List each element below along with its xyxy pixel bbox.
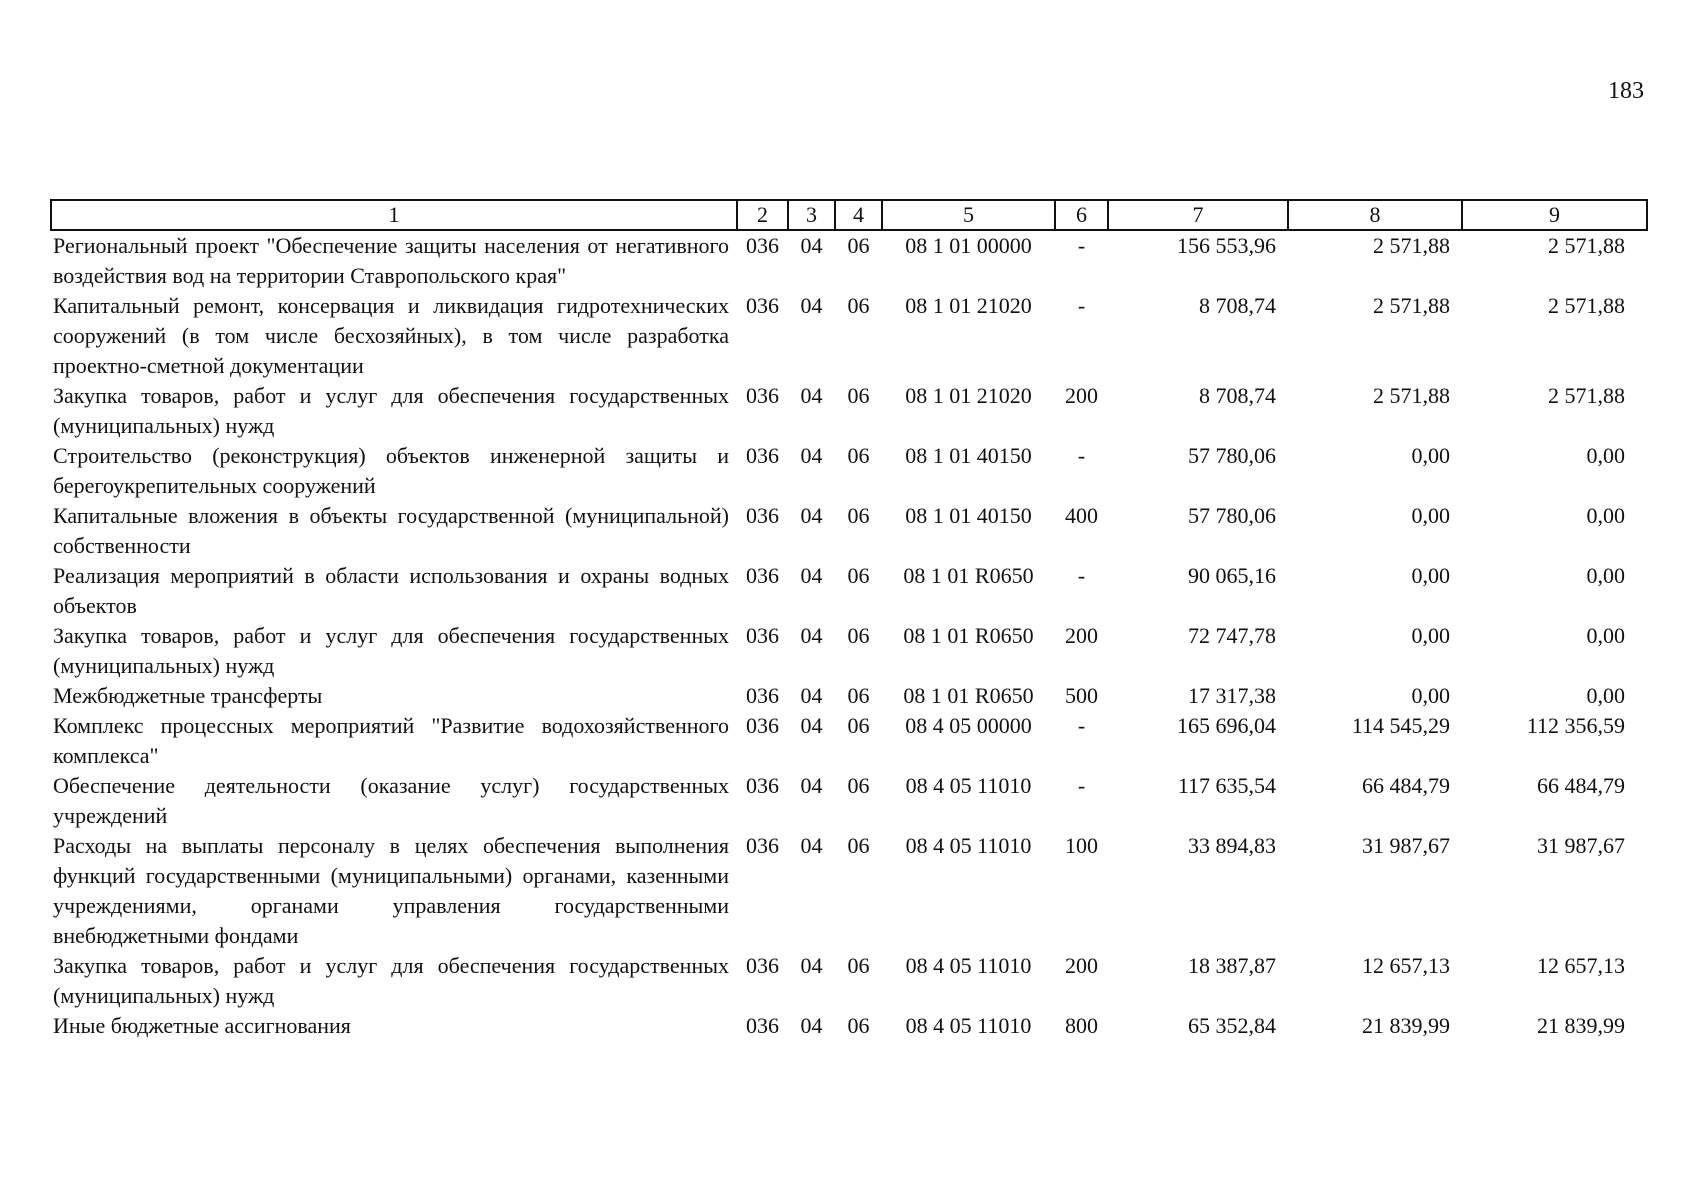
row-subsection-code: 06 [847,953,870,978]
row-amount-8: 114 545,29 [1351,713,1450,738]
row-amount-9: 0,00 [1586,563,1625,588]
row-amount-8: 0,00 [1411,563,1450,588]
row-target-article: 08 4 05 11010 [905,953,1032,978]
row-section-code: 04 [800,233,823,258]
table-row [51,381,1647,441]
row-ministry-code: 036 [746,623,779,648]
row-amount-7: 57 780,06 [1188,443,1276,468]
table-row [51,711,1647,771]
row-amount-9: 2 571,88 [1548,233,1625,258]
row-target-article: 08 1 01 40150 [905,503,1032,528]
row-target-article: 08 1 01 R0650 [903,563,1034,588]
row-section-code: 04 [800,443,823,468]
row-section-code: 04 [800,623,823,648]
budget-table [50,199,1648,1041]
row-target-article: 08 1 01 R0650 [903,683,1034,708]
row-amount-7: 165 696,04 [1177,713,1276,738]
row-name: Обеспечение деятельности (оказание услуг) государственных учреждений [53,773,729,828]
row-ministry-code: 036 [746,1013,779,1038]
row-amount-9: 112 356,59 [1526,713,1625,738]
row-section-code: 04 [800,953,823,978]
row-ministry-code: 036 [746,953,779,978]
header-cell-7: 7 [1108,200,1288,230]
row-subsection-code: 06 [847,623,870,648]
row-amount-8: 31 987,67 [1362,833,1450,858]
row-amount-8: 21 839,99 [1362,1013,1450,1038]
row-amount-9: 0,00 [1586,443,1625,468]
row-section-code: 04 [800,683,823,708]
row-amount-7: 90 065,16 [1188,563,1276,588]
row-subsection-code: 06 [847,833,870,858]
row-name: Закупка товаров, работ и услуг для обеспечения государственных (муниципальных) нужд [53,953,729,1008]
header-cell-5: 5 [882,200,1055,230]
header-cell-8: 8 [1288,200,1462,230]
page-number: 183 [1608,78,1644,104]
row-amount-9: 2 571,88 [1548,293,1625,318]
row-subsection-code: 06 [847,563,870,588]
row-target-article: 08 4 05 00000 [905,713,1032,738]
row-target-article: 08 4 05 11010 [905,773,1032,798]
row-amount-7: 117 635,54 [1177,773,1276,798]
row-amount-9: 31 987,67 [1537,833,1625,858]
header-cell-1: 1 [51,200,737,230]
row-name: Строительство (реконструкция) объектов инженерной защиты и берегоукрепительных сооружений [53,443,729,498]
row-amount-8: 0,00 [1411,443,1450,468]
row-ministry-code: 036 [746,563,779,588]
row-subsection-code: 06 [847,713,870,738]
row-target-article: 08 1 01 40150 [905,443,1032,468]
table-row [51,561,1647,621]
row-amount-8: 0,00 [1411,623,1450,648]
row-amount-8: 12 657,13 [1362,953,1450,978]
row-name: Закупка товаров, работ и услуг для обеспечения государственных (муниципальных) нужд [53,623,729,678]
row-ministry-code: 036 [746,773,779,798]
row-ministry-code: 036 [746,443,779,468]
row-expense-type: - [1077,713,1086,738]
row-expense-type: 500 [1065,683,1098,708]
table-row [51,951,1647,1011]
row-section-code: 04 [800,503,823,528]
row-expense-type: 200 [1065,953,1098,978]
header-row [51,200,1647,230]
row-amount-9: 0,00 [1586,623,1625,648]
row-section-code: 04 [800,1013,823,1038]
row-target-article: 08 4 05 11010 [905,1013,1032,1038]
row-expense-type: - [1077,773,1086,798]
row-amount-7: 17 317,38 [1188,683,1276,708]
row-section-code: 04 [800,563,823,588]
row-expense-type: - [1077,293,1086,318]
row-ministry-code: 036 [746,833,779,858]
row-target-article: 08 1 01 21020 [905,293,1032,318]
row-target-article: 08 4 05 11010 [905,833,1032,858]
row-name: Капитальные вложения в объекты государственной (муниципальной) собственности [53,503,729,558]
row-amount-7: 8 708,74 [1199,383,1276,408]
row-amount-7: 156 553,96 [1177,233,1276,258]
row-amount-8: 2 571,88 [1373,233,1450,258]
row-section-code: 04 [800,773,823,798]
row-amount-7: 18 387,87 [1188,953,1276,978]
row-amount-8: 66 484,79 [1362,773,1450,798]
row-name: Закупка товаров, работ и услуг для обеспечения государственных (муниципальных) нужд [53,383,729,438]
row-expense-type: 400 [1065,503,1098,528]
table-row [51,681,1647,711]
row-name: Капитальный ремонт, консервация и ликвидация гидротехнических сооружений (в том числе бесхозяйных), в том числе разработка проектно-сметной документации [53,293,729,378]
row-expense-type: - [1077,443,1086,468]
row-target-article: 08 1 01 R0650 [903,623,1034,648]
row-ministry-code: 036 [746,683,779,708]
row-ministry-code: 036 [746,383,779,408]
row-amount-9: 66 484,79 [1537,773,1625,798]
table-row [51,230,1647,291]
row-amount-8: 0,00 [1411,503,1450,528]
row-amount-8: 0,00 [1411,683,1450,708]
table-row [51,501,1647,561]
row-name: Расходы на выплаты персоналу в целях обеспечения выполнения функций государственными (муниципальными) органами, казенными учреждениями, органами управления государственными внебюджетными фондами [53,833,729,948]
row-ministry-code: 036 [746,503,779,528]
row-subsection-code: 06 [847,773,870,798]
row-amount-7: 57 780,06 [1188,503,1276,528]
row-target-article: 08 1 01 00000 [905,233,1032,258]
header-cell-4: 4 [835,200,882,230]
header-cell-9: 9 [1462,200,1647,230]
table-row [51,771,1647,831]
row-amount-9: 12 657,13 [1537,953,1625,978]
row-amount-9: 21 839,99 [1537,1013,1625,1038]
row-section-code: 04 [800,833,823,858]
row-amount-9: 0,00 [1586,503,1625,528]
row-amount-8: 2 571,88 [1373,383,1450,408]
table-body [51,230,1647,1041]
row-name: Реализация мероприятий в области использования и охраны водных объектов [53,563,729,618]
row-subsection-code: 06 [847,293,870,318]
header-cell-6: 6 [1055,200,1108,230]
header-cell-3: 3 [788,200,835,230]
row-expense-type: 100 [1065,833,1098,858]
row-ministry-code: 036 [746,233,779,258]
row-expense-type: 200 [1065,383,1098,408]
row-name: Иные бюджетные ассигнования [53,1013,351,1038]
row-subsection-code: 06 [847,503,870,528]
row-subsection-code: 06 [847,443,870,468]
row-amount-8: 2 571,88 [1373,293,1450,318]
row-name: Комплекс процессных мероприятий "Развитие водохозяйственного комплекса" [53,713,729,768]
row-name: Региональный проект "Обеспечение защиты населения от негативного воздействия вод на территории Ставропольского края" [53,233,729,288]
table-row [51,441,1647,501]
row-amount-7: 72 747,78 [1188,623,1276,648]
row-ministry-code: 036 [746,293,779,318]
table-row [51,621,1647,681]
row-amount-7: 65 352,84 [1188,1013,1276,1038]
row-expense-type: - [1077,563,1086,588]
row-expense-type: - [1077,233,1086,258]
row-section-code: 04 [800,293,823,318]
row-section-code: 04 [800,383,823,408]
row-amount-9: 2 571,88 [1548,383,1625,408]
row-ministry-code: 036 [746,713,779,738]
row-amount-7: 33 894,83 [1188,833,1276,858]
row-expense-type: 200 [1065,623,1098,648]
row-amount-9: 0,00 [1586,683,1625,708]
table-row [51,831,1647,951]
row-subsection-code: 06 [847,1013,870,1038]
row-subsection-code: 06 [847,233,870,258]
row-name: Межбюджетные трансферты [53,683,323,708]
row-section-code: 04 [800,713,823,738]
header-cell-2: 2 [737,200,788,230]
row-subsection-code: 06 [847,383,870,408]
row-subsection-code: 06 [847,683,870,708]
table-header [51,200,1647,230]
row-target-article: 08 1 01 21020 [905,383,1032,408]
table-row [51,1011,1647,1041]
table-row [51,291,1647,381]
row-expense-type: 800 [1065,1013,1098,1038]
row-amount-7: 8 708,74 [1199,293,1276,318]
